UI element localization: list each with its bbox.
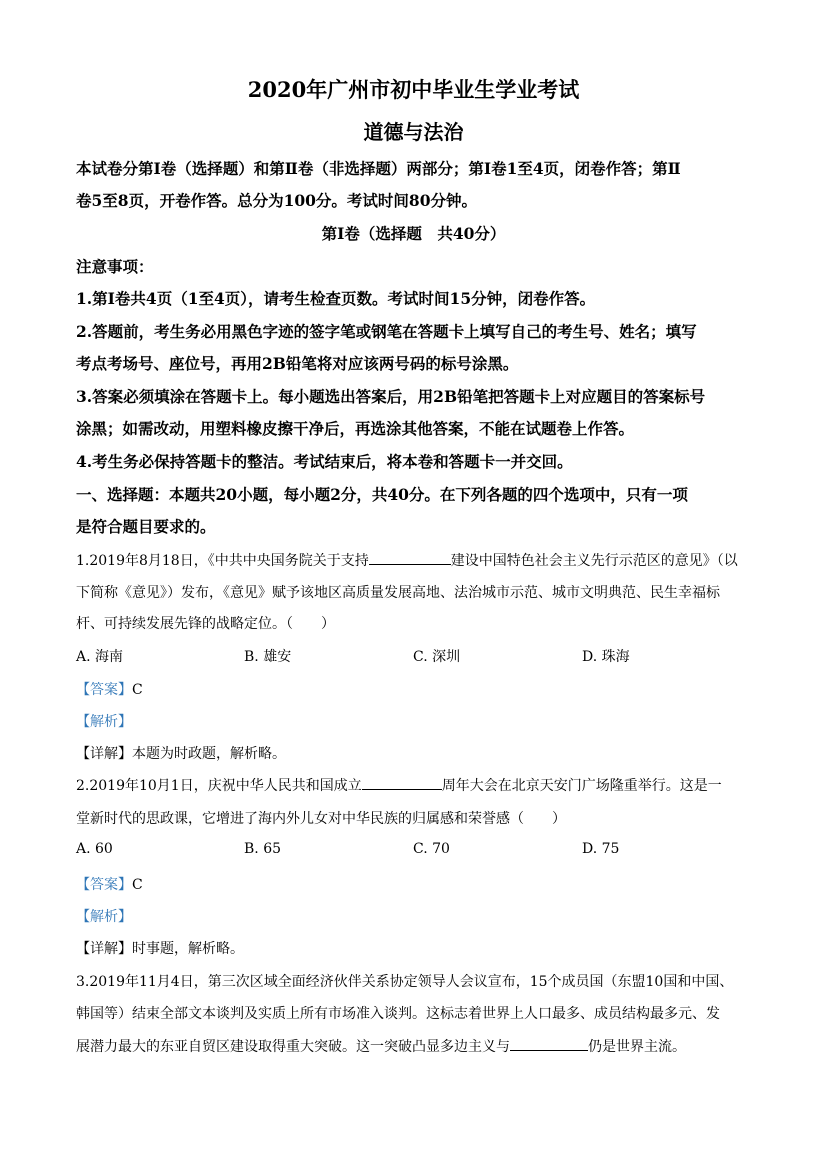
question-1-text-post: 建设中国特色社会主义先行示范区的意见》（以	[450, 553, 738, 569]
question-1-text-pre: 1.2019年8月18日，《中共中央国务院关于支持	[76, 553, 369, 569]
question-3-text-pre: 展潜力最大的东亚自贸区建设取得重大突破。这一突破凸显多边主义与	[76, 1039, 510, 1055]
note-item-2-line-1: 2.答题前，考生务必用黑色字迹的签字笔或钢笔在答题卡上填写自己的考生号、姓名；填写	[76, 322, 697, 341]
note-item-3-line-2: 涂黑；如需改动，用塑料橡皮擦干净后，再选涂其他答案，不能在试题卷上作答。	[76, 419, 635, 438]
answer-value: C	[132, 877, 143, 893]
option-d: D. 75	[582, 841, 620, 857]
question-1-line-2: 下简称《意见》）发布，《意见》赋予该地区高质量发展高地、法治城市示范、城市文明典范、民生幸福标	[76, 585, 720, 601]
note-item-2-line-2: 考点考场号、座位号，再用2B铅笔将对应该两号码的标号涂黑。	[76, 354, 519, 373]
question-3-line-3	[76, 1036, 686, 1056]
intro-line-2: 卷5至8页，开卷作答。总分为100分。考试时间80分钟。	[76, 191, 477, 210]
question-2-text-post: 周年大会在北京天安门广场隆重举行。这是一	[441, 778, 722, 794]
note-item-3-line-1: 3.答案必须填涂在答题卡上。每小题选出答案后，用2B铅笔把答题卡上对应题目的答案标号	[76, 387, 706, 406]
question-1-answer	[76, 679, 143, 699]
question-2-analysis-label: 【解析】	[76, 909, 132, 925]
question-1-analysis-label: 【解析】	[76, 714, 132, 730]
question-1-line-3: 杆、可持续发展先锋的战略定位。（ ）	[76, 616, 335, 632]
question-3-text-post: 仍是世界主流。	[588, 1039, 686, 1055]
part1-instruction-line-2: 是符合题目要求的。	[76, 517, 216, 536]
question-3-blank	[510, 1036, 588, 1051]
note-item-4: 4.考生务必保持答题卡的整洁。考试结束后，将本卷和答题卡一并交回。	[76, 452, 573, 471]
question-2-detail: 【详解】时事题，解析略。	[76, 941, 244, 957]
exam-title: 2020年广州市初中毕业生学业考试	[247, 77, 580, 102]
option-d: D. 珠海	[582, 649, 630, 665]
option-b: B. 雄安	[244, 649, 292, 665]
notes-heading: 注意事项：	[76, 257, 154, 276]
option-c: C. 70	[413, 841, 450, 857]
option-b: B. 65	[244, 841, 282, 857]
question-1-blank	[369, 550, 451, 565]
question-1-detail: 【详解】本题为时政题，解析略。	[76, 746, 286, 762]
question-2-text-pre: 2.2019年10月1日，庆祝中华人民共和国成立	[76, 778, 362, 794]
option-a: A. 海南	[76, 649, 124, 665]
answer-value: C	[132, 682, 143, 698]
subject-title: 道德与法治	[363, 120, 464, 144]
option-a: A. 60	[76, 841, 113, 857]
part1-instruction-line-1: 一、选择题：本题共20小题，每小题2分，共40分。在下列各题的四个选项中，只有一项	[76, 485, 688, 504]
option-c: C. 深圳	[413, 649, 461, 665]
question-2-line-1	[76, 775, 722, 795]
question-2-line-2: 堂新时代的思政课，它增进了海内外儿女对中华民族的归属感和荣誉感（ ）	[76, 811, 566, 827]
question-3-line-1: 3.2019年11月4日，第三次区域全面经济伙伴关系协定领导人会议宣布，15个成员国（东盟10国和中国、	[76, 974, 734, 990]
answer-label: 【答案】	[76, 877, 132, 893]
section-heading: 第Ⅰ卷（选择题 共40分）	[321, 224, 506, 243]
question-1-line-1	[76, 550, 738, 570]
question-2-blank	[362, 775, 442, 790]
answer-label: 【答案】	[76, 682, 132, 698]
question-3-line-2: 韩国等）结束全部文本谈判及实质上所有市场准入谈判。这标志着世界上人口最多、成员结构最多元、发	[76, 1006, 720, 1022]
note-item-1: 1.第Ⅰ卷共4页（1至4页），请考生检查页数。考试时间15分钟，闭卷作答。	[76, 289, 596, 308]
question-2-answer	[76, 874, 143, 894]
intro-line-1: 本试卷分第Ⅰ卷（选择题）和第Ⅱ卷（非选择题）两部分；第Ⅰ卷1至4页，闭卷作答；第Ⅱ	[76, 159, 681, 178]
